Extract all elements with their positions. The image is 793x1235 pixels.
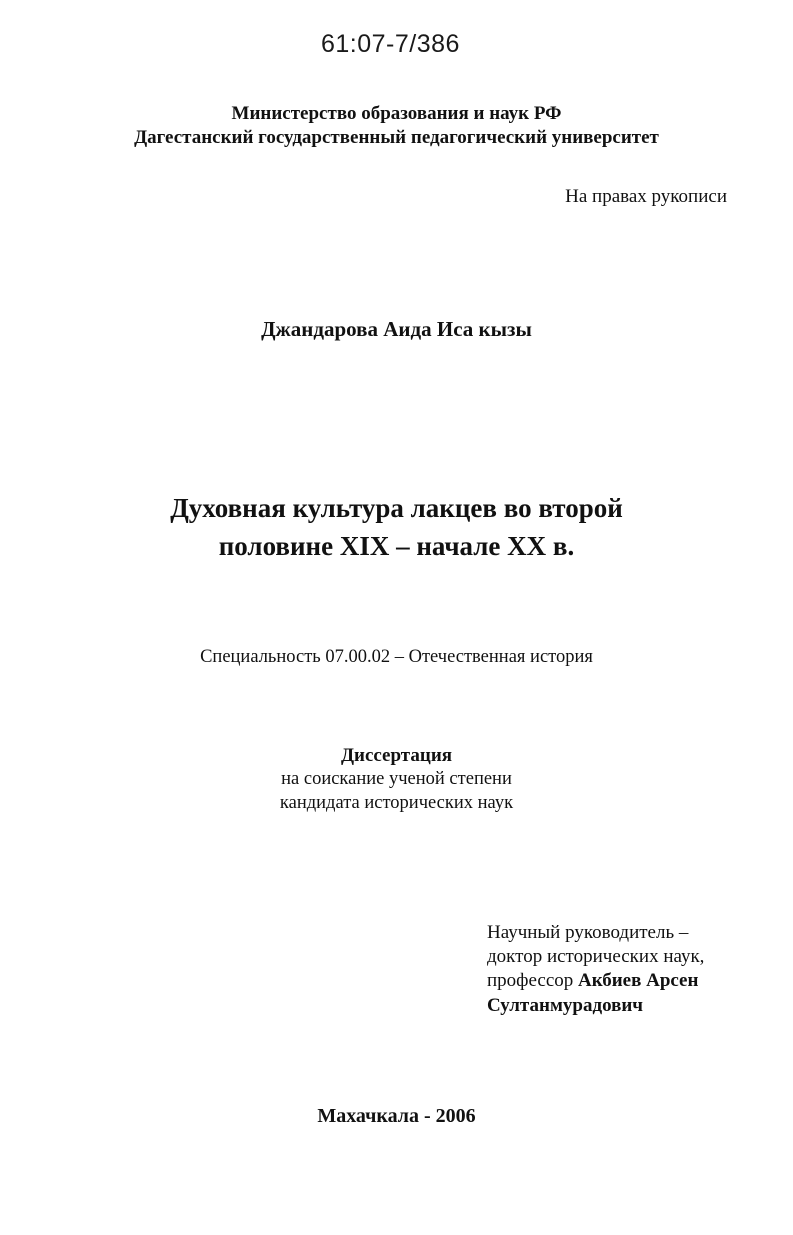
supervisor-name-part1: Акбиев Арсен [578, 970, 699, 991]
dissertation-title-line-2: половине XIX – начале XX в. [218, 531, 575, 561]
manuscript-note: На правах рукописи [565, 186, 727, 207]
place-year: Махачкала - 2006 [317, 1105, 476, 1127]
supervisor-name-part2: Султанмурадович [487, 995, 644, 1016]
catalog-number: 61:07-7/386 [321, 30, 460, 58]
supervisor-title-line [487, 970, 698, 992]
university-name: Дагестанский государственный педагогический университет [134, 127, 659, 148]
degree-line-1: на соискание ученой степени [281, 769, 512, 789]
supervisor-title: профессор [487, 970, 574, 991]
dissertation-title-line-1: Духовная культура лакцев во второй [170, 493, 623, 523]
specialty: Специальность 07.00.02 – Отечественная история [200, 647, 593, 667]
degree-heading: Диссертация [340, 745, 453, 766]
ministry-name: Министерство образования и наук РФ [231, 103, 562, 124]
author-name: Джандарова Аида Иса кызы [261, 317, 532, 341]
supervisor-role: Научный руководитель – [487, 922, 689, 943]
degree-line-2: кандидата исторических наук [279, 793, 514, 813]
supervisor-degree: доктор исторических наук, [487, 946, 705, 967]
